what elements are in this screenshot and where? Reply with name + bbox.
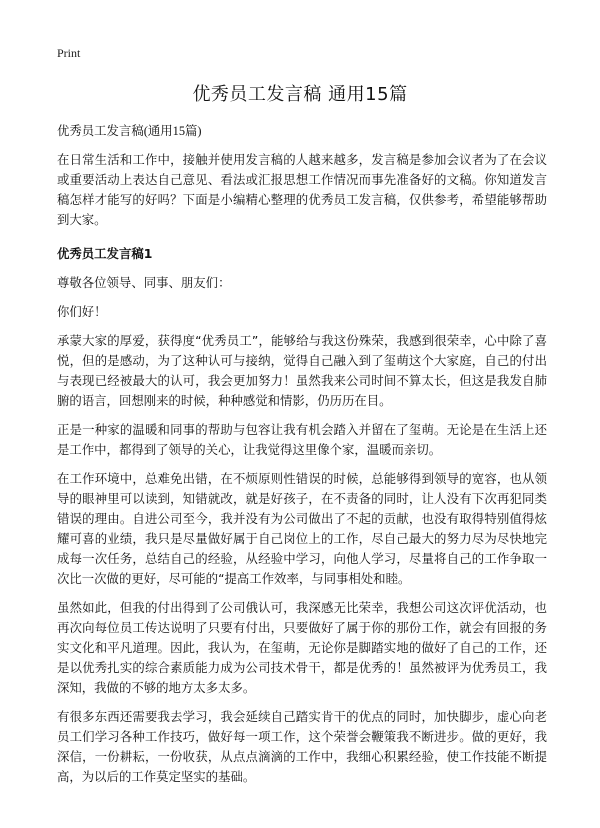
body-paragraph: 承蒙大家的厚爱，获得度“优秀员工”，能够给与我这份殊荣，我感到很荣幸，心中除了喜悦，但的是感动，为了这种认可与接纳，觉得自己融入到了玺萌这个大家庭，自己的付出与表现已经被最大的认可，我会更加努力！虽然我来公司时间不算太长，但这是我发自肺腑的语言，回想刚来的时候，种种感觉和情影，仍历历在目。	[57, 333, 547, 408]
greeting: 你们好！	[57, 304, 107, 319]
body-paragraph: 有很多东西还需要我去学习，我会延续自己踏实肯干的优点的同时，加快脚步，虚心向老员工们学习各种工作技巧，做好每一项工作，这个荣誉会鞭策我不断进步。做的更好，我深信，一份耕耘，一份收获，从点点滴滴的工作中，我细心积累经验，使工作技能不断提高，为以后的工作莫定坚实的基础。	[57, 709, 547, 784]
body-paragraph: 虽然如此，但我的付出得到了公司俄认可，我深感无比荣幸，我想公司这次评优活动，也再次向每位员工传达说明了只要有付出，只要做好了属于你的那份工作，就会有回报的务实文化和平凡道理。因此，我认为，在玺萌，无论你是脚踏实地的做好了自己的工作，还是以优秀扎实的综合素质能力成为公司技术骨干，都是优秀的！虽然被评为优秀员工，我深知，我做的不够的地方太多太多。	[57, 600, 547, 695]
section-heading: 优秀员工发言稿1	[57, 246, 153, 261]
salutation: 尊敬各位领导、同事、朋友们：	[57, 275, 231, 290]
page-title: 优秀员工发言稿 通用15篇	[192, 84, 408, 105]
intro-paragraph: 在日常生活和工作中，接触并使用发言稿的人越来越多，发言稿是参加会议者为了在会议或重要活动上表达自己意见、看法或汇报思想工作情况而事先准备好的文稿。你知道发言稿怎样才能写的好吗？下面是小编精心整理的优秀员工发言稿，仅供参考，希望能够帮助到大家。	[57, 152, 547, 227]
body-paragraph: 正是一种家的温暖和同事的帮助与包容让我有机会踏入并留在了玺萌。无论是在生活上还是工作中，都得到了领导的关心，让我觉得这里像个家，温暖而亲切。	[57, 422, 547, 457]
print-link[interactable]: Print	[57, 46, 81, 60]
body-paragraph: 在工作环境中，总难免出错，在不烦原则性错误的时候，总能够得到领导的宽容，也从领导的眼神里可以读到，知错就改，就是好孩子，在不责备的同时，让人没有下次再犯同类错误的理由。自进公司至今，我并没有为公司做出了不起的贡献，也没有取得特别值得炫耀可喜的业绩，我只是尽量做好属于自己岗位上的工作，尽自己最大的努力尽为尽快地完成每一次任务，总结自己的经验，从经验中学习，向他人学习，尽量将自己的工作争取一次比一次做的更好，尽可能的“提高工作效率，与同事相处和睦。	[57, 471, 547, 586]
document-body	[57, 121, 547, 796]
document-subtitle: 优秀员工发言稿(通用15篇)	[57, 124, 202, 138]
